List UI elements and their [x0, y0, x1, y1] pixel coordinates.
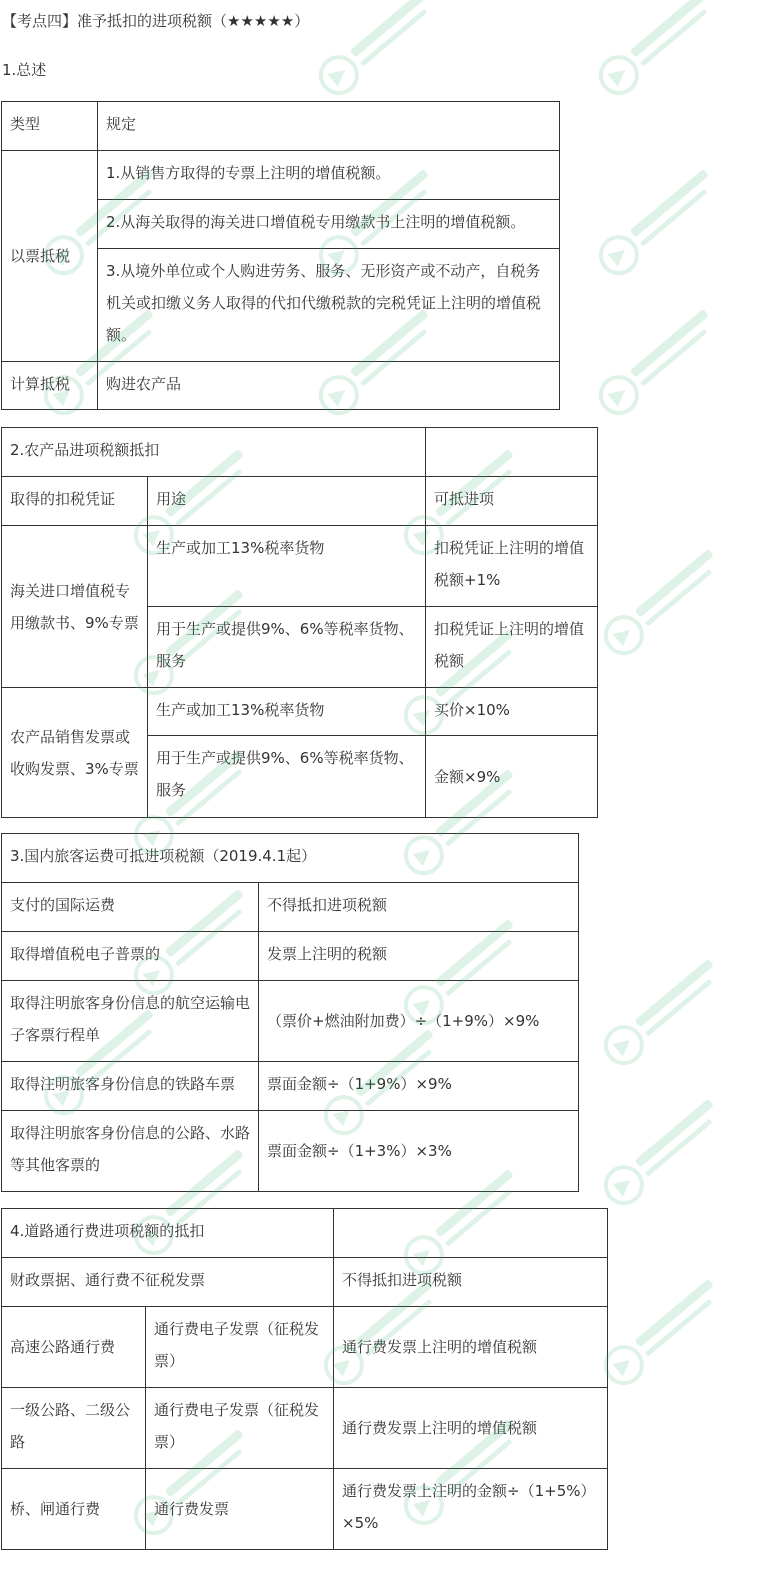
use-cell: 用于生产或提供9%、6%等税率货物、服务 — [148, 607, 426, 688]
calc-deduction-rule: 购进农产品 — [98, 362, 560, 410]
table-row — [2, 102, 560, 151]
use-cell: 生产或加工13%税率货物 — [148, 688, 426, 736]
table-row — [2, 1258, 608, 1307]
deductible-cell: 买价×10% — [426, 688, 598, 736]
empty-cell — [334, 1209, 608, 1258]
watermark-logo-icon — [583, 150, 736, 292]
ticket-rule-2: 2.从海关取得的海关进口增值税专用缴款书上注明的增值税额。 — [98, 200, 560, 249]
toll-invoice: 通行费发票 — [146, 1469, 334, 1550]
toll-rule: 通行费发票上注明的金额÷（1+5%）×5% — [334, 1469, 608, 1550]
ticket-rule-3: 3.从境外单位或个人购进劳务、服务、无形资产或不动产，自税务机关或扣缴义务人取得的代扣代缴税款的完税凭证上注明的增值税额。 — [98, 249, 560, 362]
table-row — [2, 1469, 608, 1550]
table-row — [2, 526, 598, 607]
fiscal-item: 财政票据、通行费不征税发票 — [2, 1258, 334, 1307]
table-row — [2, 1111, 579, 1192]
fare-item: 支付的国际运费 — [2, 883, 259, 932]
table-row — [2, 1307, 608, 1388]
section3-table — [1, 833, 579, 1192]
watermark-logo-icon — [583, 0, 736, 112]
fare-rule: 票面金额÷（1+3%）×3% — [259, 1111, 579, 1192]
table-row — [2, 362, 560, 410]
table-row — [2, 151, 560, 200]
calc-deduction-type: 计算抵税 — [2, 362, 98, 410]
voucher-farm-invoice: 农产品销售发票或收购发票、3%专票 — [2, 688, 148, 818]
toll-invoice: 通行费电子发票（征税发票） — [146, 1307, 334, 1388]
section2-title: 2.农产品进项税额抵扣 — [2, 428, 426, 477]
watermark-logo-icon — [303, 0, 456, 112]
table-row — [2, 1062, 579, 1111]
ticket-deduction-type: 以票抵税 — [2, 151, 98, 362]
use-cell: 用于生产或提供9%、6%等税率货物、服务 — [148, 736, 426, 818]
table-row — [2, 688, 598, 736]
section4-title: 4.道路通行费进项税额的抵扣 — [2, 1209, 334, 1258]
fare-item: 取得注明旅客身份信息的公路、水路等其他客票的 — [2, 1111, 259, 1192]
fare-item: 取得增值税电子普票的 — [2, 932, 259, 981]
fiscal-rule: 不得抵扣进项税额 — [334, 1258, 608, 1307]
empty-cell — [426, 428, 598, 477]
fare-rule: 票面金额÷（1+9%）×9% — [259, 1062, 579, 1111]
watermark-logo-icon — [588, 940, 741, 1082]
use-cell: 生产或加工13%税率货物 — [148, 526, 426, 607]
table-row — [2, 1388, 608, 1469]
section2-table — [1, 427, 598, 818]
table-row — [2, 834, 579, 883]
fare-item: 取得注明旅客身份信息的航空运输电子客票行程单 — [2, 981, 259, 1062]
section1-table — [1, 101, 560, 410]
watermark-logo-icon — [588, 1260, 741, 1402]
page-heading: 【考点四】准予抵扣的进项税额（★★★★★） — [2, 12, 310, 30]
watermark-logo-icon — [588, 1080, 741, 1222]
toll-invoice: 通行费电子发票（征税发票） — [146, 1388, 334, 1469]
table-row — [2, 428, 598, 477]
voucher-customs: 海关进口增值税专用缴款书、9%专票 — [2, 526, 148, 688]
col-header-type: 类型 — [2, 102, 98, 151]
watermark-logo-icon — [583, 290, 736, 432]
fare-rule: 不得抵扣进项税额 — [259, 883, 579, 932]
deductible-cell: 金额×9% — [426, 736, 598, 818]
table-row — [2, 932, 579, 981]
table-row — [2, 1209, 608, 1258]
toll-rule: 通行费发票上注明的增值税额 — [334, 1388, 608, 1469]
road-type: 桥、闸通行费 — [2, 1469, 146, 1550]
col-header-rule: 规定 — [98, 102, 560, 151]
section4-table — [1, 1208, 608, 1550]
watermark-logo-icon — [588, 530, 741, 672]
table-row — [2, 883, 579, 932]
section3-title: 3.国内旅客运费可抵进项税额（2019.4.1起） — [2, 834, 579, 883]
fare-rule: 发票上注明的税额 — [259, 932, 579, 981]
deductible-cell: 扣税凭证上注明的增值税额 — [426, 607, 598, 688]
toll-rule: 通行费发票上注明的增值税额 — [334, 1307, 608, 1388]
fare-item: 取得注明旅客身份信息的铁路车票 — [2, 1062, 259, 1111]
col-header-voucher: 取得的扣税凭证 — [2, 477, 148, 526]
ticket-rule-1: 1.从销售方取得的专票上注明的增值税额。 — [98, 151, 560, 200]
road-type: 高速公路通行费 — [2, 1307, 146, 1388]
table-row — [2, 477, 598, 526]
road-type: 一级公路、二级公路 — [2, 1388, 146, 1469]
fare-rule: （票价+燃油附加费）÷（1+9%）×9% — [259, 981, 579, 1062]
deductible-cell: 扣税凭证上注明的增值税额+1% — [426, 526, 598, 607]
col-header-deductible: 可抵进项 — [426, 477, 598, 526]
table-row — [2, 981, 579, 1062]
section1-title: 1.总述 — [2, 61, 47, 79]
col-header-use: 用途 — [148, 477, 426, 526]
